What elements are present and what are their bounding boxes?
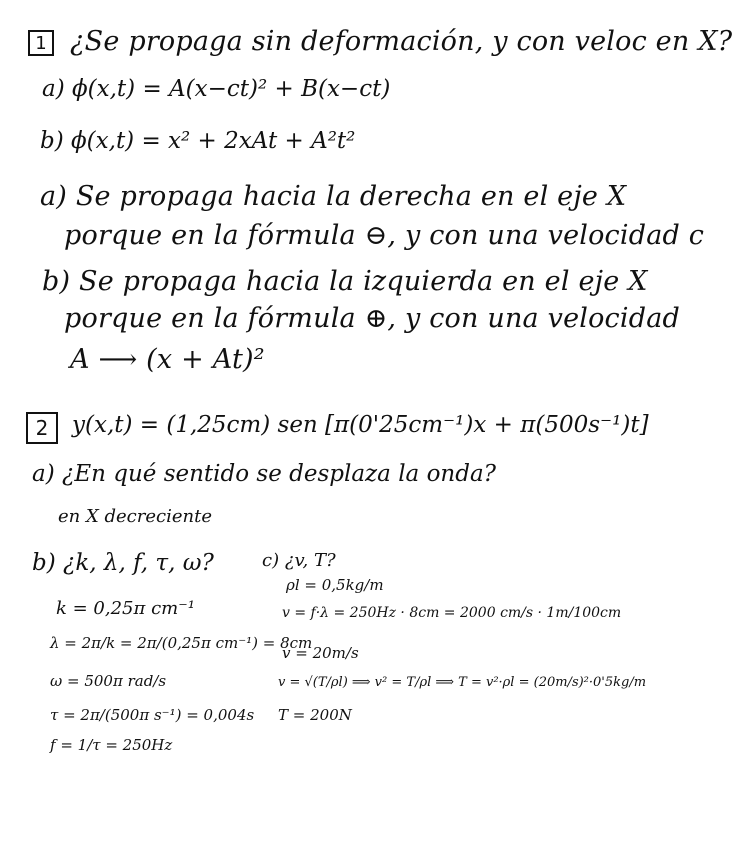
frequency-result: f = 1/τ = 250Hz xyxy=(50,736,173,754)
problem-1-a-equation: a) ϕ(x,t) = A(x−ct)² + B(x−ct) xyxy=(42,76,391,102)
velocity-calculation: v = f·λ = 250Hz · 8cm = 2000 cm/s · 1m/100cm xyxy=(282,605,622,621)
problem-2-c-question: c) ¿v, T? xyxy=(262,550,336,571)
problem-2-a-answer: en X decreciente xyxy=(58,506,212,527)
tension-result: T = 200N xyxy=(278,706,352,724)
problem-1-answer-b-line-2: porque en la fórmula ⊕, y con una velocidad xyxy=(64,303,680,334)
problem-1-number: 1 xyxy=(35,32,47,54)
omega-result: ω = 500π rad/s xyxy=(50,672,167,690)
tau-result: τ = 2π/(500π s⁻¹) = 0,004s xyxy=(50,706,255,724)
problem-2-number-box xyxy=(26,412,58,444)
problem-1-answer-b-line-3: A ⟶ (x + At)² xyxy=(70,344,265,375)
lambda-result: λ = 2π/k = 2π/(0,25π cm⁻¹) = 8cm xyxy=(50,634,313,652)
problem-2-equation: y(x,t) = (1,25cm) sen [π(0'25cm⁻¹)x + π(500s⁻¹)t] xyxy=(72,412,649,438)
problem-1-answer-a-line-1: a) Se propaga hacia la derecha en el eje X xyxy=(40,181,627,212)
k-result: k = 0,25π cm⁻¹ xyxy=(56,598,195,619)
velocity-result: v = 20m/s xyxy=(282,644,359,662)
problem-1-answer-b-line-1: b) Se propaga hacia la izquierda en el eje X xyxy=(42,266,648,297)
problem-1-answer-a-line-2: porque en la fórmula ⊖, y con una velocidad c xyxy=(64,220,705,251)
linear-density: ρl = 0,5kg/m xyxy=(286,576,384,594)
problem-2-number: 2 xyxy=(35,416,49,440)
problem-2-b-question: b) ¿k, λ, f, τ, ω? xyxy=(32,550,214,576)
problem-1-number-box xyxy=(28,30,54,56)
tension-derivation: v = √(T/ρl) ⟹ v² = T/ρl ⟹ T = v²·ρl = (20m/s)²·0'5kg/m xyxy=(278,675,647,690)
problem-1-question: ¿Se propaga sin deformación, y con veloc en X? xyxy=(70,26,732,57)
problem-1-b-equation: b) ϕ(x,t) = x² + 2xAt + A²t² xyxy=(40,128,356,154)
problem-2-a-question: a) ¿En qué sentido se desplaza la onda? xyxy=(32,461,497,487)
